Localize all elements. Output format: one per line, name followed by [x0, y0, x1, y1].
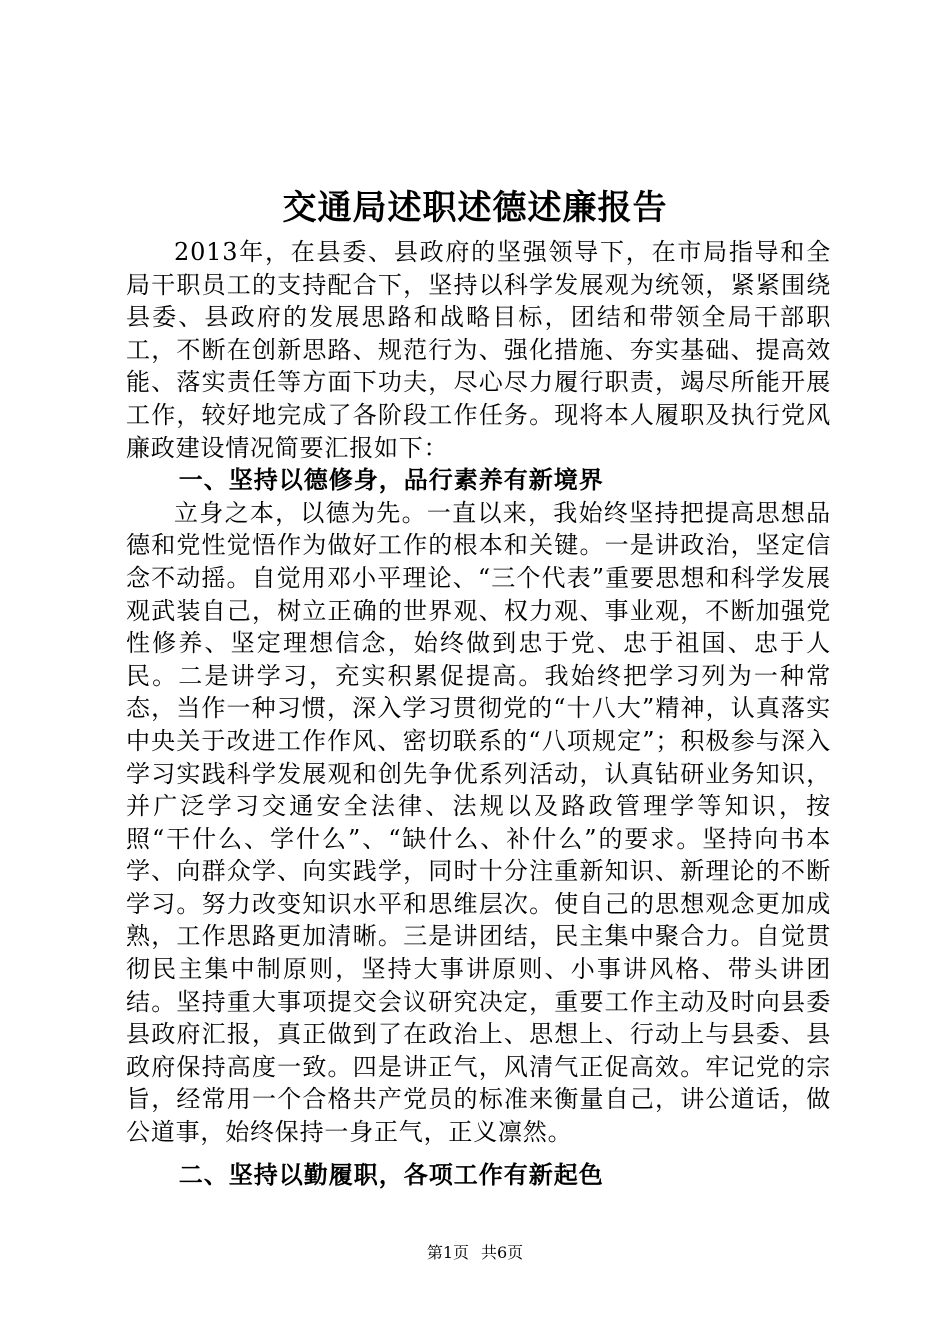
page-number: 第1页 — [426, 1243, 469, 1262]
page-footer — [0, 1242, 950, 1264]
document-title: 交通局述职述德述廉报告 — [282, 188, 668, 228]
document-body — [126, 236, 831, 1191]
section-1-heading: 一、坚持以德修身，品行素养有新境界 — [178, 465, 604, 495]
section-1-paragraph: 立身之本，以德为先。一直以来，我始终坚持把提高思想品德和党性觉悟作为做好工作的根本和关键。一是讲政治，坚定信念不动摇。自觉用邓小平理论、“三个代表”重要思想和科学发展观武装自己，树立正确的世界观、权力观、事业观，不断加强党性修养、坚定理想信念，始终做到忠于党、忠于祖国、忠于人民。二是讲学习，充实积累促提高。我始终把学习列为一种常态，当作一种习惯，深入学习贯彻党的“十八大”精神，认真落实中央关于改进工作作风、密切联系的“八项规定”；积极参与深入学习实践科学发展观和创先争优系列活动，认真钻研业务知识，并广泛学习交通安全法律、法规以及路政管理学等知识，按照“干什么、学什么”、“缺什么、补什么”的要求。坚持向书本学、向群众学、向实践学，同时十分注重新知识、新理论的不断学习。努力改变知识水平和思维层次。使自己的思想观念更加成熟，工作思路更加清晰。三是讲团结，民主集中聚合力。自觉贯彻民主集中制原则，坚持大事讲原则、小事讲风格、带头讲团结。坚持重大事项提交会议研究决定，重要工作主动及时向县委县政府汇报，真正做到了在政治上、思想上、行动上与县委、县政府保持高度一致。四是讲正气，风清气正促高效。牢记党的宗旨，经常用一个合格共产党员的标准来衡量自己，讲公道话，做公道事，始终保持一身正气，正义凛然。 — [126, 498, 831, 1147]
section-2-heading: 二、坚持以勤履职，各项工作有新起色 — [178, 1159, 604, 1189]
page-total: 共6页 — [481, 1243, 524, 1262]
intro-paragraph: 2013年，在县委、县政府的坚强领导下，在市局指导和全局干职员工的支持配合下，坚持以科学发展观为统领，紧紧围绕县委、县政府的发展思路和战略目标，团结和带领全局干部职工，不断在创新思路、规范行为、强化措施、夯实基础、提高效能、落实责任等方面下功夫，尽心尽力履行职责，竭尽所能开展工作，较好地完成了各阶段工作任务。现将本人履职及执行党风廉政建设情况简要汇报如下： — [126, 238, 831, 462]
